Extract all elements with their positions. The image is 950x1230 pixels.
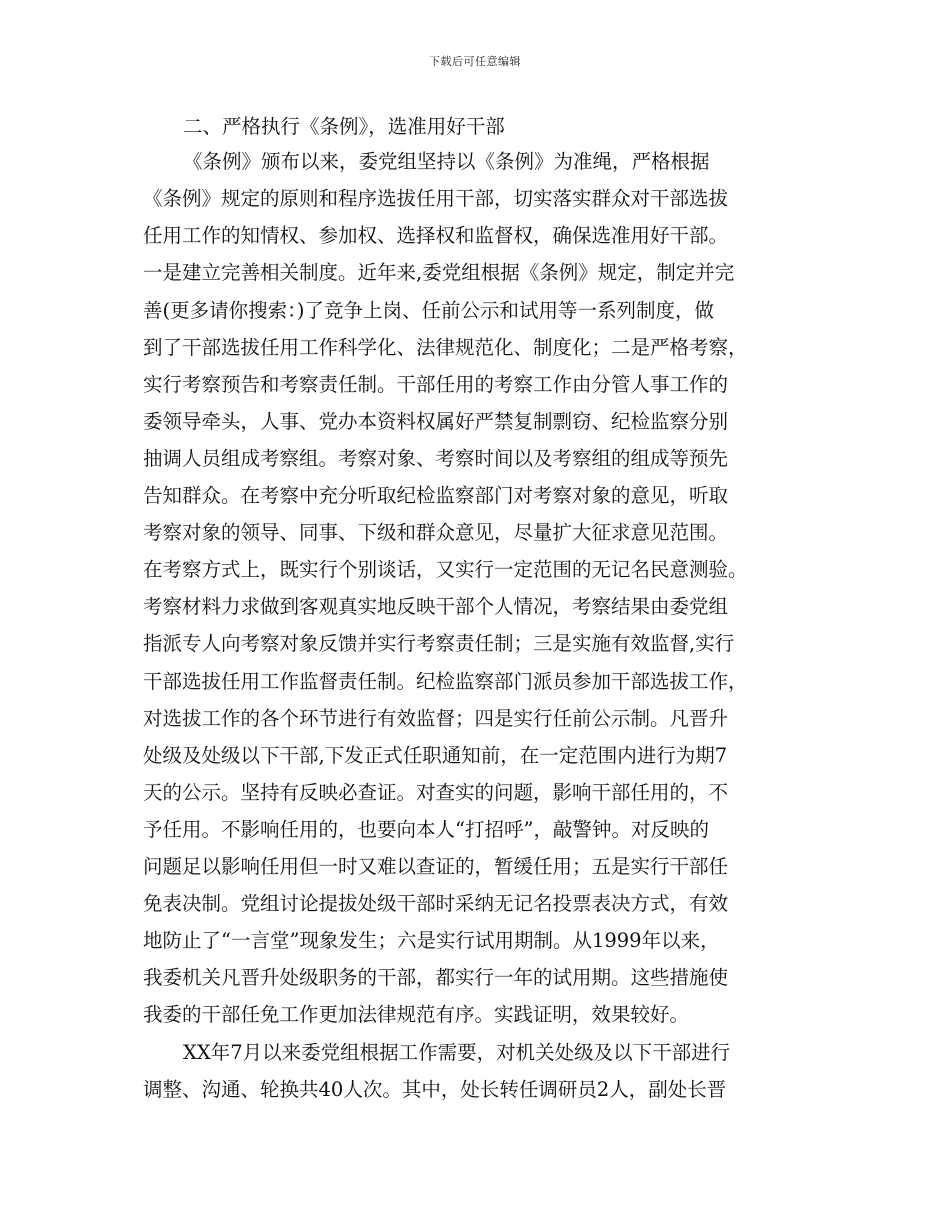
text-line: 免表决制。党组讨论提拔处级干部时采纳无记名投票表决方式，有效: [143, 892, 729, 915]
text-line: 委领导牵头，人事、党办本资料权属好严禁复制剽窃、纪检监察分别: [143, 410, 729, 433]
text-line: 对选拔工作的各个环节进行有效监督；四是实行任前公示制。凡晋升: [143, 707, 729, 730]
text-line: 干部选拔任用工作监督责任制。纪检监察部门派员参加干部选拔工作，: [143, 670, 748, 693]
text-line: 一是建立完善相关制度。近年来,委党组根据《条例》规定，制定并完: [143, 261, 735, 284]
text-line: 实行考察预告和考察责任制。干部任用的考察工作由分管人事工作的: [143, 373, 729, 396]
text-line: 调整、沟通、轮换共40人次。其中，处长转任调研员2人，副处长晋: [143, 1078, 727, 1101]
text-line: 善(更多请你搜索：)了竞争上岗、任前公示和试用等一系列制度，做: [143, 299, 714, 322]
text-line: 我委机关凡晋升处级职务的干部，都实行一年的试用期。这些措施使: [143, 966, 729, 989]
text-line: 《条例》规定的原则和程序选拔任用干部，切实落实群众对干部选拔: [143, 187, 729, 210]
text-line: 地防止了“一言堂”现象发生；六是实行试用期制。从1999年以来，: [143, 929, 720, 952]
text-line: 天的公示。坚持有反映必查证。对查实的问题，影响干部任用的，不: [143, 781, 729, 804]
text-line: 考察材料力求做到客观真实地反映干部个人情况，考察结果由委党组: [143, 595, 729, 618]
text-line: 考察对象的领导、同事、下级和群众意见，尽量扩大征求意见范围。: [143, 521, 729, 544]
text-line: 《条例》颁布以来，委党组坚持以《条例》为准绳，严格根据: [183, 150, 710, 173]
text-line: 处级及处级以下干部,下发正式任职通知前，在一定范围内进行为期7: [143, 744, 728, 767]
text-line: 抽调人员组成考察组。考察对象、考察时间以及考察组的组成等预先: [143, 447, 729, 470]
text-line: 任用工作的知情权、参加权、选择权和监督权，确保选准用好干部。: [143, 224, 729, 247]
text-line: 我委的干部任免工作更加法律规范有序。实践证明，效果较好。: [143, 1003, 690, 1026]
section-heading: 二、严格执行《条例》，选准用好干部: [183, 115, 505, 138]
text-line: 问题足以影响任用但一时又难以查证的，暂缓任用；五是实行干部任: [143, 855, 729, 878]
text-line: 予任用。不影响任用的，也要向本人“打招呼”，敲警钟。对反映的: [143, 818, 709, 841]
text-line: 告知群众。在考察中充分听取纪检监察部门对考察对象的意见，听取: [143, 484, 729, 507]
text-line: XX年7月以来委党组根据工作需要，对机关处级及以下干部进行: [183, 1041, 731, 1064]
text-line: 到了干部选拔任用工作科学化、法律规范化、制度化；二是严格考察，: [143, 336, 748, 359]
text-line: 在考察方式上，既实行个别谈话，又实行一定范围的无记名民意测验。: [143, 558, 748, 581]
text-line: 指派专人向考察对象反馈并实行考察责任制；三是实施有效监督,实行: [143, 632, 735, 655]
page-header: 下载后可任意编辑: [429, 55, 521, 68]
